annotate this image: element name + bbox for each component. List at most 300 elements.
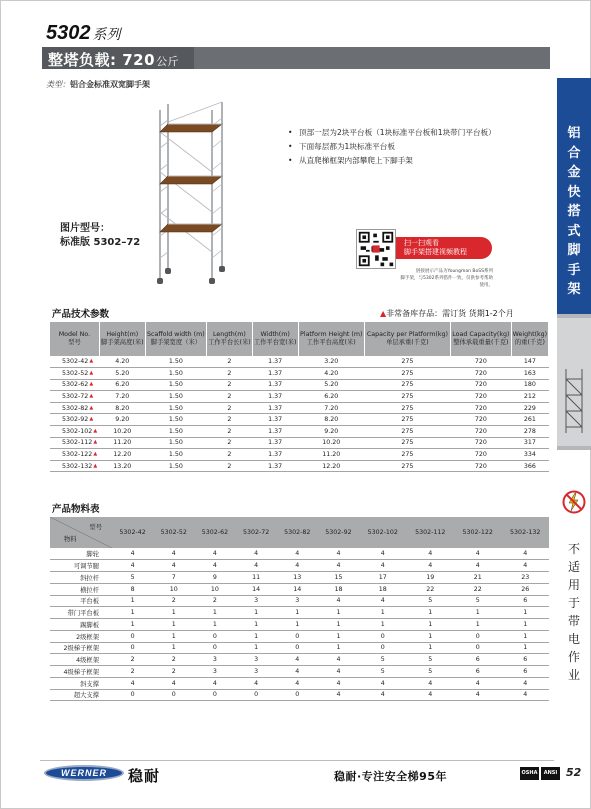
sidebar-char: 不 — [567, 542, 580, 556]
spec-header-cn: 整体承载重量(千克) — [453, 339, 509, 346]
scaffold-illustration — [150, 92, 240, 292]
scan-badge-line1: 扫一扫观看 — [404, 239, 439, 247]
material-row — [50, 689, 549, 701]
sidebar-char: 业 — [567, 668, 580, 682]
material-qty-cell: 4 — [277, 548, 318, 560]
spec-row — [50, 460, 549, 472]
spec-cell-value: 1.50 — [168, 439, 183, 447]
spec-cell — [252, 460, 298, 472]
spec-header-en: Width(m) — [260, 331, 290, 338]
material-qty-cell: 0 — [277, 689, 318, 701]
spec-cell — [364, 437, 450, 449]
spec-cell — [207, 356, 253, 368]
spec-cell — [252, 426, 298, 438]
spec-header-cn: 工作平台高度(米) — [306, 339, 356, 346]
material-qty-cell: 18 — [359, 583, 406, 595]
material-qty-cell: 1 — [236, 607, 277, 619]
spec-cell-value: 5302-122 — [62, 451, 93, 459]
ansi-badge: ANSI — [541, 767, 560, 780]
spec-cell — [298, 402, 364, 414]
spec-cell-value: 275 — [401, 416, 414, 424]
spec-cell-value: 1.37 — [268, 416, 283, 424]
material-row — [50, 607, 549, 619]
spec-cell — [252, 356, 298, 368]
material-qty-cell: 1 — [501, 642, 549, 654]
spec-cell — [207, 379, 253, 391]
material-qty-cell: 6 — [501, 666, 549, 678]
material-row — [50, 642, 549, 654]
material-qty-cell: 4 — [407, 677, 454, 689]
spec-cell — [207, 402, 253, 414]
material-model-header: 5302-62 — [194, 517, 235, 548]
material-qty-cell: 4 — [194, 677, 235, 689]
material-qty-cell: 1 — [194, 607, 235, 619]
spec-cell-value: 5302-82 — [62, 404, 89, 412]
material-item-name: 超大支撑 — [50, 689, 112, 701]
material-row — [50, 595, 549, 607]
spec-cell — [450, 414, 511, 426]
material-item-name: 带门平台板 — [50, 607, 112, 619]
spec-cell-value: 10.20 — [322, 439, 341, 447]
spec-cell-value: 317 — [523, 439, 536, 447]
spec-cell-value: 2 — [227, 462, 232, 470]
spec-cell — [364, 391, 450, 403]
sidebar-char: 金 — [567, 165, 581, 180]
material-qty-cell: 2 — [112, 654, 153, 666]
brand-name-cn: 稳耐 — [128, 767, 161, 785]
spec-cell — [450, 356, 511, 368]
spec-row — [50, 414, 549, 426]
spec-cell-value: 9.20 — [324, 427, 339, 435]
material-qty-cell: 0 — [194, 642, 235, 654]
material-model-header: 5302-112 — [407, 517, 454, 548]
material-item-name: 横拉杆 — [50, 583, 112, 595]
spec-cell — [450, 368, 511, 380]
spec-cell — [207, 414, 253, 426]
sidebar-char: 适 — [567, 560, 580, 574]
spec-cell — [99, 426, 145, 438]
material-qty-cell: 1 — [359, 619, 406, 631]
material-row — [50, 583, 549, 595]
spec-table — [50, 322, 549, 472]
spec-cell — [511, 402, 548, 414]
spec-cell-value: 2 — [227, 451, 232, 459]
material-row — [50, 654, 549, 666]
material-qty-cell: 3 — [194, 654, 235, 666]
material-body — [50, 548, 549, 701]
type-prefix: 类型： — [46, 80, 70, 89]
spec-cell-value: 2 — [227, 358, 232, 366]
material-qty-cell: 0 — [194, 630, 235, 642]
material-item-name: 斜拉杆 — [50, 572, 112, 584]
spec-cell — [99, 437, 145, 449]
spec-cell-value: 275 — [401, 393, 414, 401]
spec-cell — [145, 379, 206, 391]
material-qty-cell: 4 — [359, 595, 406, 607]
spec-model-cell — [50, 449, 99, 461]
series-suffix: 系列 — [92, 26, 121, 42]
material-qty-cell: 0 — [236, 689, 277, 701]
material-header-row — [50, 517, 549, 548]
qr-note — [398, 268, 493, 289]
material-qty-cell: 3 — [236, 595, 277, 607]
spec-cell — [145, 437, 206, 449]
spec-cell-value: 1.37 — [268, 462, 283, 470]
spec-model-cell — [50, 379, 99, 391]
feature-item: • 顶部一层为2块平台板（1块标准平台板和1块带门平台板） — [288, 126, 538, 140]
material-qty-cell: 4 — [359, 677, 406, 689]
material-qty-cell: 1 — [407, 619, 454, 631]
spec-cell — [511, 379, 548, 391]
material-qty-cell: 0 — [277, 642, 318, 654]
material-item-name: 4级梯子框架 — [50, 666, 112, 678]
spec-cell-value: 275 — [401, 381, 414, 389]
material-item-name: 斜支撑 — [50, 677, 112, 689]
material-qty-cell: 23 — [501, 572, 549, 584]
qr-code[interactable] — [356, 229, 396, 269]
material-qty-cell: 6 — [454, 666, 501, 678]
material-qty-cell: 4 — [501, 689, 549, 701]
material-qty-cell: 19 — [407, 572, 454, 584]
order-only-icon: ▲ — [93, 451, 98, 458]
spec-header-cn: 的重(千克) — [514, 339, 545, 346]
order-only-icon: ▲ — [89, 381, 94, 388]
spec-cell — [207, 368, 253, 380]
material-qty-cell: 2 — [153, 595, 194, 607]
sidebar-warning-text — [557, 540, 591, 684]
spec-cell-value: 366 — [523, 462, 536, 470]
spec-cell-value: 1.50 — [168, 393, 183, 401]
spec-cell-value: 12.20 — [113, 451, 132, 459]
spec-header-cn: 脚手架高度(米) — [100, 339, 144, 346]
spec-cell-value: 1.37 — [268, 404, 283, 412]
material-qty-cell: 1 — [407, 607, 454, 619]
spec-column-header — [298, 322, 364, 356]
order-only-icon: ▲ — [89, 393, 94, 400]
spec-cell — [298, 391, 364, 403]
material-model-header: 5302-122 — [454, 517, 501, 548]
spec-cell-value: 5302-42 — [62, 358, 89, 366]
spec-cell-value: 1.37 — [268, 369, 283, 377]
spec-cell-value: 720 — [474, 427, 487, 435]
material-item-name: 2级梯子框架 — [50, 642, 112, 654]
material-qty-cell: 4 — [153, 560, 194, 572]
spec-cell-value: 275 — [401, 427, 414, 435]
material-qty-cell: 1 — [454, 619, 501, 631]
material-row — [50, 548, 549, 560]
spec-cell-value: 2 — [227, 393, 232, 401]
spec-cell — [364, 356, 450, 368]
sidebar-char: 于 — [567, 596, 580, 610]
material-qty-cell: 1 — [112, 619, 153, 631]
spec-cell-value: 9.20 — [115, 416, 130, 424]
material-qty-cell: 4 — [236, 548, 277, 560]
spec-cell — [450, 379, 511, 391]
type-value: 铝合金标准双宽脚手架 — [70, 80, 150, 89]
material-qty-cell: 4 — [153, 677, 194, 689]
material-qty-cell: 4 — [277, 560, 318, 572]
material-qty-cell: 1 — [112, 607, 153, 619]
spec-cell — [298, 414, 364, 426]
spec-cell — [99, 391, 145, 403]
material-qty-cell: 6 — [501, 595, 549, 607]
spec-cell — [99, 402, 145, 414]
mini-scaffold-icon — [563, 365, 585, 437]
material-qty-cell: 0 — [277, 630, 318, 642]
material-qty-cell: 1 — [501, 619, 549, 631]
spec-cell-value: 163 — [523, 369, 536, 377]
spec-model-cell — [50, 460, 99, 472]
material-qty-cell: 1 — [454, 607, 501, 619]
spec-row — [50, 426, 549, 438]
spec-cell-value: 720 — [474, 451, 487, 459]
material-model-header: 5302-42 — [112, 517, 153, 548]
spec-cell-value: 720 — [474, 381, 487, 389]
spec-header-cn: 单层承重(千克) — [386, 339, 429, 346]
material-qty-cell: 4 — [318, 654, 359, 666]
load-label: 整塔负载 — [48, 51, 111, 69]
spec-cell — [511, 414, 548, 426]
qr-note-line2: 脚手架，与5302系列搭件一致，仅供参考帮助使用。 — [400, 276, 493, 288]
spec-cell — [207, 449, 253, 461]
spec-cell-value: 720 — [474, 416, 487, 424]
spec-column-header — [145, 322, 206, 356]
spec-cell — [364, 460, 450, 472]
spec-cell-value: 1.50 — [168, 358, 183, 366]
sidebar-char: 铝 — [567, 126, 581, 141]
material-qty-cell: 4 — [318, 689, 359, 701]
material-row — [50, 572, 549, 584]
spec-model-cell — [50, 356, 99, 368]
spec-header-cn: 工作平台长(米) — [208, 339, 251, 346]
spec-cell — [252, 368, 298, 380]
material-qty-cell: 6 — [501, 654, 549, 666]
spec-cell-value: 12.20 — [322, 462, 341, 470]
spec-cell — [450, 437, 511, 449]
page-number: 52 — [566, 766, 582, 779]
model-label — [60, 222, 140, 250]
material-qty-cell: 1 — [153, 619, 194, 631]
spec-cell-value: 1.37 — [268, 381, 283, 389]
spec-cell-value: 1.50 — [168, 381, 183, 389]
material-qty-cell: 4 — [318, 677, 359, 689]
spec-cell — [252, 379, 298, 391]
spec-cell — [298, 460, 364, 472]
material-section-title: 产品物料表 — [52, 504, 100, 515]
werner-logo: WERNER — [44, 765, 124, 781]
material-qty-cell: 4 — [454, 689, 501, 701]
spec-cell — [99, 460, 145, 472]
material-corner-header — [50, 517, 112, 548]
spec-cell-value: 5302-62 — [62, 381, 89, 389]
spec-cell-value: 275 — [401, 462, 414, 470]
spec-row — [50, 379, 549, 391]
spec-cell-value: 720 — [474, 462, 487, 470]
spec-cell — [145, 414, 206, 426]
spec-cell — [450, 449, 511, 461]
spec-cell-value: 3.20 — [324, 358, 339, 366]
material-qty-cell: 26 — [501, 583, 549, 595]
material-qty-cell: 4 — [359, 689, 406, 701]
spec-cell-value: 5302-72 — [62, 393, 89, 401]
spec-column-header — [252, 322, 298, 356]
material-qty-cell: 1 — [153, 642, 194, 654]
spec-cell — [252, 414, 298, 426]
spec-row — [50, 368, 549, 380]
spec-cell — [450, 402, 511, 414]
material-qty-cell: 4 — [407, 548, 454, 560]
material-qty-cell: 22 — [454, 583, 501, 595]
spec-row — [50, 391, 549, 403]
spec-cell — [252, 437, 298, 449]
material-qty-cell: 1 — [153, 607, 194, 619]
spec-cell — [145, 426, 206, 438]
spec-header-en: Weight(kg) — [512, 331, 548, 338]
model-label-line1: 图片型号： — [60, 223, 110, 234]
spec-cell-value: 720 — [474, 358, 487, 366]
spec-cell — [364, 368, 450, 380]
material-qty-cell: 1 — [501, 630, 549, 642]
spec-cell — [511, 391, 548, 403]
series-number: 5302 — [46, 22, 91, 44]
material-qty-cell: 0 — [112, 689, 153, 701]
spec-cell-value: 7.20 — [115, 393, 130, 401]
material-qty-cell: 0 — [194, 689, 235, 701]
load-unit: 公斤 — [156, 55, 180, 68]
material-qty-cell: 17 — [359, 572, 406, 584]
spec-cell — [145, 460, 206, 472]
material-row — [50, 619, 549, 631]
spec-row — [50, 437, 549, 449]
spec-cell — [364, 426, 450, 438]
spec-cell — [298, 449, 364, 461]
spec-cell — [145, 402, 206, 414]
spec-cell-value: 5.20 — [324, 381, 339, 389]
material-qty-cell: 1 — [277, 607, 318, 619]
material-qty-cell: 10 — [153, 583, 194, 595]
material-qty-cell: 3 — [236, 654, 277, 666]
material-qty-cell: 22 — [407, 583, 454, 595]
spec-cell — [145, 356, 206, 368]
spec-cell-value: 2 — [227, 416, 232, 424]
spec-cell — [511, 368, 548, 380]
spec-cell-value: 275 — [401, 369, 414, 377]
material-qty-cell: 4 — [194, 548, 235, 560]
spec-cell-value: 1.50 — [168, 427, 183, 435]
sidebar-char: 架 — [567, 282, 581, 297]
model-label-line2: 标准版 5302–72 — [60, 237, 141, 248]
spec-cell — [511, 460, 548, 472]
spec-header-en: Capacity per Platform(kg) — [366, 331, 448, 338]
material-qty-cell: 3 — [194, 666, 235, 678]
spec-cell-value: 275 — [401, 358, 414, 366]
material-qty-cell: 4 — [318, 666, 359, 678]
spec-header-en: Height(m) — [106, 331, 139, 338]
material-item-name: 脚轮 — [50, 548, 112, 560]
spec-cell-value: 212 — [523, 393, 536, 401]
material-item-name: 踢脚板 — [50, 619, 112, 631]
material-qty-cell: 4 — [236, 677, 277, 689]
spec-cell-value: 1.37 — [268, 451, 283, 459]
spec-cell — [145, 368, 206, 380]
spec-model-cell — [50, 391, 99, 403]
order-only-icon: ▲ — [93, 439, 98, 446]
material-qty-cell: 4 — [454, 677, 501, 689]
spec-cell-value: 2 — [227, 439, 232, 447]
spec-cell — [99, 414, 145, 426]
spec-cell-value: 180 — [523, 381, 536, 389]
material-item-name: 4级框架 — [50, 654, 112, 666]
sidebar-char: 作 — [567, 650, 580, 664]
material-qty-cell: 0 — [112, 642, 153, 654]
spec-cell-value: 5.20 — [115, 369, 130, 377]
spec-header-en: Platform Height (m) — [300, 331, 363, 338]
sidebar-char: 带 — [567, 614, 580, 628]
scan-badge-line2: 脚手架搭建视频教程 — [404, 248, 467, 256]
spec-cell-value: 1.37 — [268, 427, 283, 435]
series-title — [46, 22, 121, 45]
spec-column-header — [207, 322, 253, 356]
spec-cell-value: 5302-102 — [62, 427, 93, 435]
spec-model-cell — [50, 368, 99, 380]
feature-item: • 从直爬梯框架内部攀爬上下脚手架 — [288, 154, 538, 168]
order-only-icon: ▲ — [89, 369, 94, 376]
spec-cell-value: 2 — [227, 381, 232, 389]
material-qty-cell: 1 — [236, 630, 277, 642]
material-qty-cell: 0 — [359, 630, 406, 642]
material-qty-cell: 0 — [153, 689, 194, 701]
sidebar-char: 电 — [567, 632, 580, 646]
material-qty-cell: 5 — [407, 595, 454, 607]
spec-header-en: Length(m) — [213, 331, 246, 338]
material-qty-cell: 4 — [277, 666, 318, 678]
spec-cell-value: 5302-92 — [62, 416, 89, 424]
material-model-header: 5302-132 — [501, 517, 549, 548]
material-qty-cell: 5 — [454, 595, 501, 607]
material-row — [50, 677, 549, 689]
spec-cell — [207, 437, 253, 449]
material-row — [50, 666, 549, 678]
stock-note-text: 非常备库存品：需订货 货期1-2个月 — [386, 309, 514, 318]
material-qty-cell: 5 — [407, 654, 454, 666]
spec-cell-value: 4.20 — [324, 369, 339, 377]
spec-cell — [99, 449, 145, 461]
spec-header-en: Model No. — [58, 331, 91, 338]
spec-cell-value: 8.20 — [324, 416, 339, 424]
material-qty-cell: 11 — [236, 572, 277, 584]
spec-cell — [207, 426, 253, 438]
material-qty-cell: 1 — [359, 607, 406, 619]
sidebar-char: 手 — [567, 262, 581, 278]
material-model-header: 5302-82 — [277, 517, 318, 548]
sidebar-char: 用 — [567, 578, 580, 592]
material-qty-cell: 4 — [407, 689, 454, 701]
material-qty-cell: 1 — [236, 642, 277, 654]
sidebar-char: 快 — [567, 184, 581, 200]
material-row — [50, 630, 549, 642]
corner-item-label: 物料 — [64, 536, 77, 543]
spec-cell-value: 1.50 — [168, 369, 183, 377]
sidebar-separator — [557, 446, 591, 450]
spec-cell — [450, 426, 511, 438]
feature-list — [288, 126, 538, 168]
material-qty-cell: 4 — [359, 560, 406, 572]
spec-section-title: 产品技术参数 — [52, 309, 110, 320]
spec-cell — [298, 379, 364, 391]
spec-column-header — [99, 322, 145, 356]
sidebar-category-text — [557, 124, 591, 300]
sidebar-char: 搭 — [567, 204, 581, 219]
